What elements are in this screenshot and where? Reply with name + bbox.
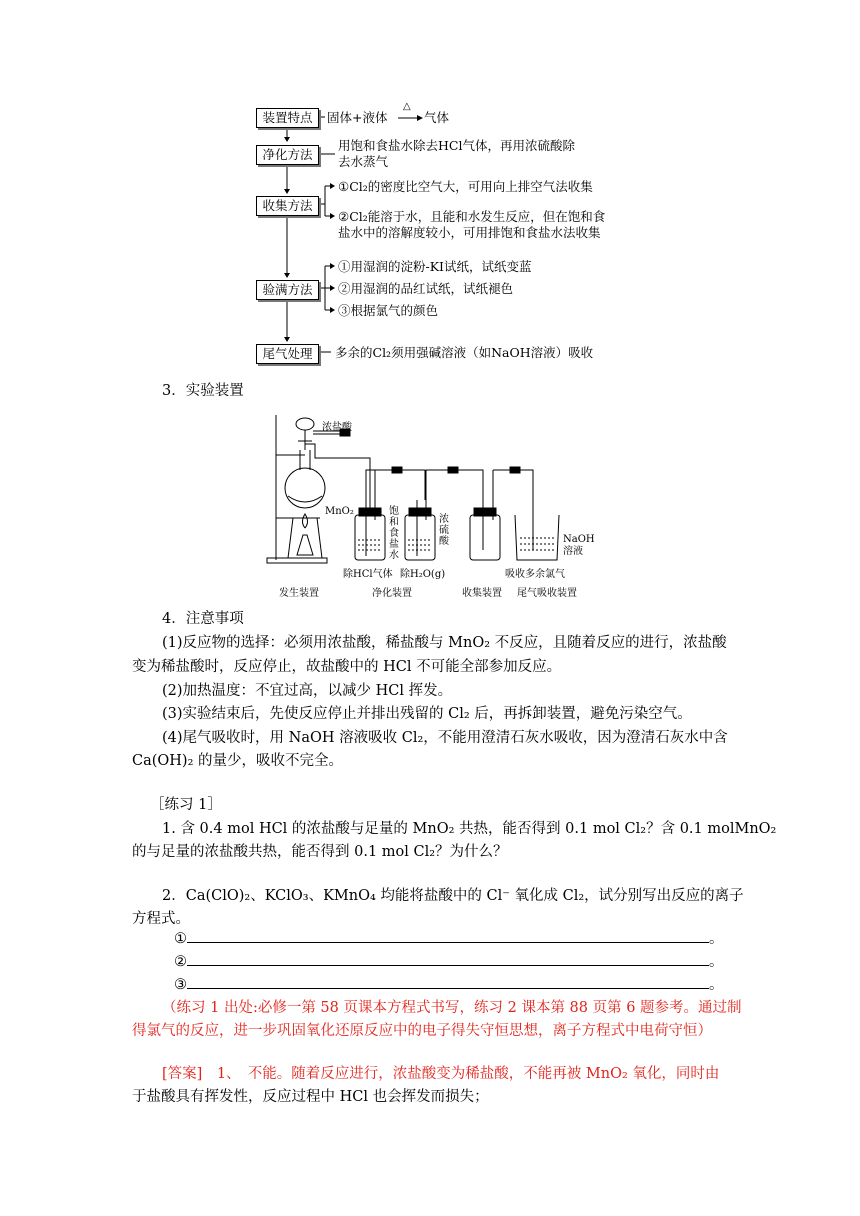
test-method-3: ③根据氯气的颜色 bbox=[338, 303, 439, 318]
answer-blank-3[interactable] bbox=[174, 974, 724, 996]
label-saturated-salt bbox=[389, 506, 401, 561]
answer-line1: [答案] 1、 不能。随着反应进行，浓盐酸变为稀盐酸，不能再被 MnO₂ 氧化，同时由 bbox=[162, 1066, 720, 1082]
label-conc-h2so4-char: 浓 bbox=[439, 514, 449, 525]
blank-line[interactable] bbox=[187, 974, 709, 989]
flow-box-purify: 净化方法 bbox=[256, 145, 319, 165]
purify-text-line1: 用饱和食盐水除去HCl气体，再用浓硫酸除 bbox=[338, 138, 575, 153]
collect-method-2-line1: ②Cl₂能溶于水，且能和水发生反应，但在饱和食 bbox=[338, 209, 606, 224]
note-1-line1: (1)反应物的选择：必须用浓盐酸，稀盐酸与 MnO₂ 不反应，且随着反应的进行，浓盐酸 bbox=[162, 635, 727, 651]
question-1-line2: 的与足量的浓盐酸共热，能否得到 0.1 mol Cl₂？为什么？ bbox=[132, 844, 508, 860]
blank-line[interactable] bbox=[187, 951, 709, 966]
note-4-line2: Ca(OH)₂ 的量少，吸收不完全。 bbox=[132, 753, 344, 769]
tail-treatment-text: 多余的Cl₂须用强碱溶液（如NaOH溶液）吸收 bbox=[335, 345, 594, 360]
blank-line[interactable] bbox=[187, 928, 709, 943]
label-saturated-salt-char: 和 bbox=[389, 517, 399, 528]
test-method-1: ①用湿润的淀粉-KI试纸，试纸变蓝 bbox=[338, 259, 532, 274]
note-1-line2: 变为稀盐酸时，反应停止，故盐酸中的 HCl 不可能全部参加反应。 bbox=[132, 659, 562, 675]
caption-tail-absorb: 尾气吸收装置 bbox=[517, 588, 577, 599]
label-conc-h2so4-char: 硫 bbox=[439, 525, 449, 536]
collect-method-2-line2: 盐水中的溶解度较小，可用排饱和食盐水法收集 bbox=[338, 225, 601, 240]
note-4-line1: (4)尾气吸收时，用 NaOH 溶液吸收 Cl₂，不能用澄清石灰水吸收，因为澄清石灰水中含 bbox=[162, 730, 728, 746]
blank-label: ③ bbox=[174, 977, 187, 993]
source-note-line1: （练习 1 出处:必修一第 58 页课本方程式书写，练习 2 课本第 88 页第 6 题参考。通过制 bbox=[162, 1000, 742, 1016]
device-formula-right: 气体 bbox=[424, 110, 450, 125]
label-conc-h2so4 bbox=[439, 514, 451, 547]
question-2-line2: 方程式。 bbox=[132, 911, 190, 927]
label-saturated-salt-char: 水 bbox=[389, 550, 399, 561]
question-1-line1: 1. 含 0.4 mol HCl 的浓盐酸与足量的 MnO₂ 共热，能否得到 0.1 mol Cl₂？含 0.1 molMnO₂ bbox=[162, 821, 777, 837]
blank-end: 。 bbox=[709, 931, 724, 947]
section4-title: 4．注意事项 bbox=[162, 611, 244, 627]
flow-box-device: 装置特点 bbox=[256, 108, 319, 128]
heat-triangle-icon: △ bbox=[403, 101, 411, 112]
note-3: (3)实验结束后，先使反应停止并排出残留的 Cl₂ 后，再拆卸装置，避免污染空气。 bbox=[162, 706, 692, 722]
label-conc-h2so4-char: 酸 bbox=[439, 536, 449, 547]
source-note-line2: 得氯气的反应，进一步巩固氧化还原反应中的电子得失守恒思想，离子方程式中电荷守恒） bbox=[132, 1023, 712, 1039]
caption-remove-h2o: 除H₂O(g) bbox=[400, 569, 446, 580]
apparatus-diagram bbox=[255, 410, 595, 600]
section3-title: 3．实验装置 bbox=[162, 383, 244, 399]
blank-label: ① bbox=[174, 931, 187, 947]
caption-absorb-cl2: 吸收多余氯气 bbox=[505, 569, 565, 580]
label-naoh-line: NaOH bbox=[563, 534, 595, 545]
caption-generation: 发生装置 bbox=[279, 588, 319, 599]
caption-remove-hcl: 除HCl气体 bbox=[343, 569, 393, 580]
test-method-2: ②用湿润的品红试纸，试纸褪色 bbox=[338, 281, 514, 296]
caption-purification: 净化装置 bbox=[372, 588, 412, 599]
answer-blank-2[interactable] bbox=[174, 951, 724, 973]
label-saturated-salt-char: 食 bbox=[389, 528, 399, 539]
label-mno2: MnO₂ bbox=[325, 506, 354, 517]
label-saturated-salt-char: 盐 bbox=[389, 539, 399, 550]
question-2-line1: 2．Ca(ClO)₂、KClO₃、KMnO₄ 均能将盐酸中的 Cl⁻ 氧化成 Cl₂，试分别写出反应的离子 bbox=[162, 888, 744, 904]
answer-line2: 于盐酸具有挥发性，反应过程中 HCl 也会挥发而损失； bbox=[132, 1089, 489, 1105]
answer-blank-1[interactable] bbox=[174, 928, 724, 950]
device-formula-left: 固体+液体 bbox=[327, 110, 388, 125]
label-naoh-solution bbox=[563, 534, 595, 558]
label-conc-hcl: 浓盐酸 bbox=[322, 422, 352, 433]
flow-box-test-full: 验满方法 bbox=[256, 280, 319, 300]
flow-box-collect: 收集方法 bbox=[256, 196, 319, 216]
note-2: (2)加热温度：不宜过高，以减少 HCl 挥发。 bbox=[162, 683, 453, 699]
blank-end: 。 bbox=[709, 977, 724, 993]
purify-text-line2: 去水蒸气 bbox=[338, 154, 389, 169]
label-naoh-line: 溶液 bbox=[563, 546, 583, 557]
blank-end: 。 bbox=[709, 954, 724, 970]
blank-label: ② bbox=[174, 954, 187, 970]
label-saturated-salt-char: 饱 bbox=[389, 506, 399, 517]
caption-collection: 收集装置 bbox=[462, 588, 502, 599]
flow-box-tail: 尾气处理 bbox=[256, 344, 319, 364]
collect-method-1: ①Cl₂的密度比空气大，可用向上排空气法收集 bbox=[338, 179, 593, 194]
exercise-heading: ［练习 1］ bbox=[150, 797, 222, 813]
